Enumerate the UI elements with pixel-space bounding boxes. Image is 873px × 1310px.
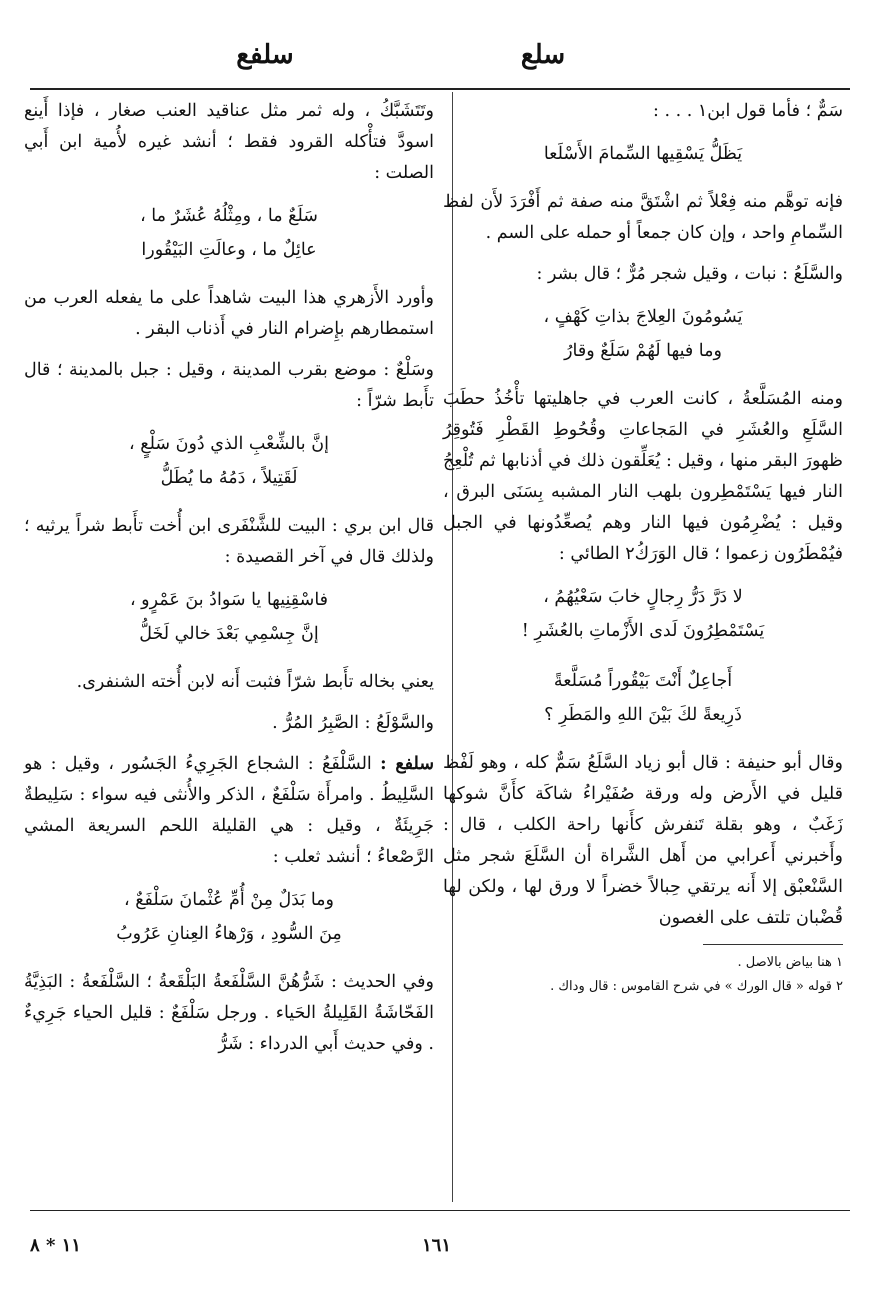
verse-line: مِنَ السُّودِ ، وَرْهاءُ العِنانِ عَرُوبُ — [116, 924, 342, 944]
verse-line: فاسْقِنِيها يا سَوادُ بنَ عَمْرٍو ، — [129, 590, 329, 610]
verse — [443, 664, 843, 732]
printer-signature: ١١ * ٨ — [30, 1235, 81, 1256]
footnote: ٢ قوله « قال الورك » في شرح القاموس : قال وداك . — [550, 979, 843, 994]
verse-line: سَلَعٌ ما ، ومِثْلُهُ عُشَرٌ ما ، — [140, 206, 318, 226]
paragraph: وفي الحديث : شَرُّهُنَّ السَّلْفَعةُ البَلْقَعةُ ؛ السَّلْفَعةُ : البَذِيَّةُ الفَحّاشَةُ القَلِيلةُ الحَياء . ورجل سَلْفَعٌ : قليل الحياء جَرِيءٌ . وفي حديث أَبي الدرداء : شَرُّ — [24, 972, 434, 1054]
footnote-rule — [703, 944, 843, 945]
verse-line: إنَّ جِسْمِي بَعْدَ خالي لَخَلُّ — [139, 624, 319, 644]
verse-line: لا دَرَّ دَرُّ رِجالٍ خابَ سَعْيُهُمُ ، — [543, 587, 743, 607]
verse — [24, 583, 434, 651]
paragraph: والسَّلَعُ : نبات ، وقيل شجر مُرٌّ ؛ قال بشر : — [536, 264, 843, 284]
verse-line: لَقَتِيلاً ، دَمُهُ ما يُطَلُّ — [160, 468, 298, 488]
verse-line: وما فيها لَهُمْ سَلَعٌ وقارُ — [564, 341, 722, 361]
paragraph: فإنه توهَّم منه فِعْلاً ثم اشْتَقَّ منه صفة ثم أَفْرَدَ لأَن لفظ السِّمامِ واحد ، وإن كان جمعاً أو حمله على السم . — [443, 192, 843, 243]
top-rule — [30, 88, 850, 90]
verse-line: يَظَلُّ يَسْقِيها السِّمامَ الأَسْلَعا — [543, 144, 743, 164]
verse-line: عائِلٌ ما ، وعالَتِ البَيْقُورا — [141, 240, 317, 260]
headword-right: سلع — [520, 40, 566, 70]
paragraph: وأورد الأَزهري هذا البيت شاهداً على ما يفعله العرب من استمطارهم بإِضرام النار في أَذناب البقر . — [24, 288, 434, 339]
footnotes — [443, 951, 843, 999]
verse-line: إنَّ بالشِّعْبِ الذي دُونَ سَلْعٍ ، — [129, 434, 329, 454]
right-column — [443, 96, 843, 999]
paragraph: سَمٌّ ؛ فأما قول ابن١ . . . : — [653, 101, 843, 121]
verse — [443, 580, 843, 648]
paragraph: وقال أبو حنيفة : قال أبو زياد السَّلَعُ سَمٌّ كله ، وهو لَفْظ قليل في الأَرض وله ورقة صُفَيْراءُ شاكَة كأَنَّ شوكها زَغَبٌ ، وهو بقلة تَنفرش كأَنها راحة الكلب ، قال : وأَخبرني أَعرابي من أَهل الشَّراة أن السَّلَعَ شجر مثل السَّنْعبْق إلا أَنه يرتقي حِبالاً خضراً لا ورق لها ، ولكن لها قُضْبان تلتف على الغصون — [443, 753, 843, 928]
verse-line: يَسُومُونَ العِلاجَ بذاتِ كَهْفٍ ، — [543, 307, 743, 327]
entry-text: السَّلْفَعُ : الشجاع الجَرِيءُ الجَسُور ، وقيل : هو السَّلِيطُ . وامرأَة سَلْفَعٌ ، الذكر والأُنثى فيه سواء : سَلِيطةٌ جَرِيئَةٌ ، وقيل : هي القليلة اللحم السريعة المشي الرَّصْعاءُ ؛ أنشد ثعلب : — [24, 754, 434, 867]
verse-line: وما بَدَلٌ مِنْ أُمِّ عُثْمانَ سَلْفَعٌ ، — [124, 890, 334, 910]
verse — [24, 883, 434, 951]
paragraph: قال ابن بري : البيت للشَّنْفَرى ابن أُخت تأَبط شراً يرثيه ؛ ولذلك قال في آخر القصيدة : — [24, 516, 434, 567]
verse-line: ذَرِيعةً لكَ بَيْنَ اللهِ والمَطَرِ ؟ — [544, 705, 742, 725]
paragraph: وسَلْعٌ : موضع بقرب المدينة ، وقيل : جبل بالمدينة ؛ قال تأَبط شرّاً : — [24, 360, 434, 411]
paragraph: ومنه المُسَلَّعةُ ، كانت العرب في جاهليتها تأْخُذُ حطَبَ السَّلَعِ والعُشَرِ في المَجاعاتِ وقُحُوطِ القَطْرِ فَتُوقِرُ ظهورَ البقر منها ، وقيل : يُعَلِّقون ذلك في أذنابها ثم تُلْعِجُ النار فيها يَسْتَمْطِرون بلهب النار المشبه بِسَنَى البرق ، وقيل : يُضْرِمُون فيها النار وهم يُصعِّدُونها في الجبل فيُمْطَرُون زعموا ؛ قال الوَرَكُ٢ الطائي : — [443, 389, 843, 564]
footnote: ١ هنا بياض بالاصل . — [737, 955, 843, 970]
verse-line: يَسْتَمْطِرُونَ لَدى الأَزْماتِ بالعُشَرِ ! — [521, 621, 765, 641]
paragraph: يعني بخاله تأَبط شرّاً فثبت أَنه لابن أُخته الشنفرى. — [76, 672, 434, 692]
verse — [443, 300, 843, 368]
paragraph: وتَتَشَبَّكُ ، وله ثمر مثل عناقيد العنب صغار ، فإذا أَينع اسودَّ فتأْكله القرود فقط ؛ أنشد غيره لأُمية ابن أَبي الصلت : — [24, 101, 434, 183]
verse — [443, 137, 843, 171]
paragraph: والسَّوْلَعُ : الصَّبِرُ المُرُّ . — [272, 713, 434, 733]
entry-term: سلفع : — [380, 754, 434, 774]
page-number: ١٦١ — [421, 1235, 451, 1256]
verse — [24, 427, 434, 495]
verse — [24, 199, 434, 267]
headword-left: سلفع — [236, 40, 294, 70]
verse-line: أَجاعِلٌ أَنْتَ بَيْقُوراً مُسَلَّعةً — [553, 671, 733, 691]
bottom-rule — [30, 1210, 850, 1211]
left-column — [24, 96, 434, 1070]
paragraph — [24, 749, 434, 873]
